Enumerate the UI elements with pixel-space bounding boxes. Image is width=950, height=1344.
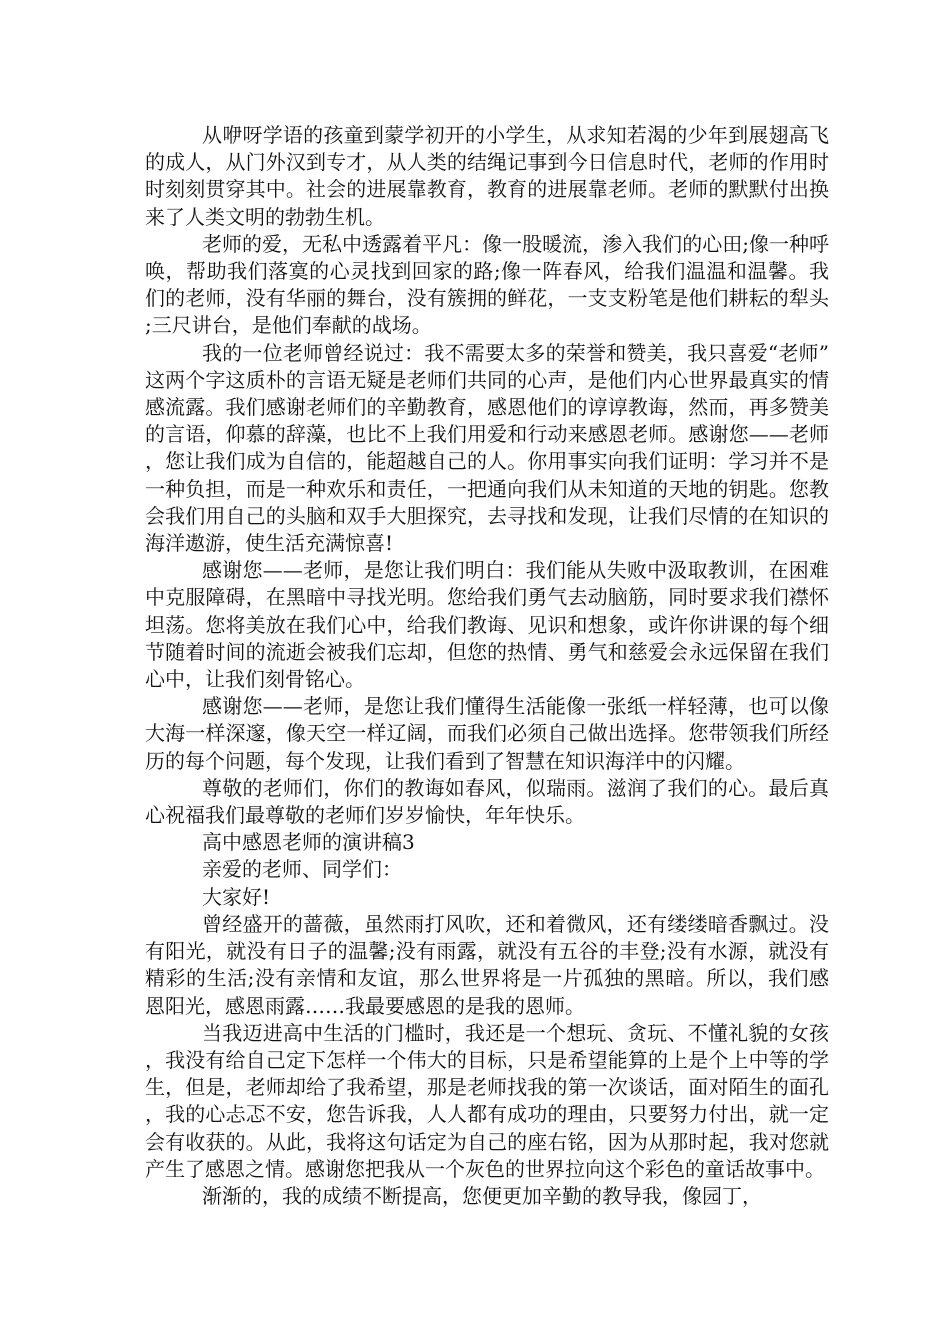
paragraph-9: 渐渐的，我的成绩不断提高，您便更加辛勤的教导我，像园丁， (202, 1183, 762, 1208)
section-title: 高中感恩老师的演讲稿3 (202, 830, 415, 855)
paragraph-7: 曾经盛开的蔷薇，虽然雨打风吹，还和着微风，还有缕缕暗香飘过。没有阳光，就没有日子的温馨;没有雨露，就没有五谷的丰登;没有水源，就没有精彩的生活;没有亲情和友谊，那么世界将是一片孤独的黑暗。所以，我们感恩阳光，感恩雨露……我最要感恩的是我的恩师。 (145, 911, 829, 1018)
greeting: 大家好! (202, 884, 271, 909)
paragraph-3: 我的一位老师曾经说过：我不需要太多的荣誉和赞美，我只喜爱“老师”这两个字这质朴的言语无疑是老师们共同的心声，是他们内心世界最真实的情感流露。我们感谢老师们的辛勤教育，感恩他们的谆谆教诲，然而，再多赞美的言语，仰慕的辞藻，也比不上我们用爱和行动来感恩老师。感谢您——老师，您让我们成为自信的，能超越自己的人。你用事实向我们证明：学习并不是一种负担，而是一种欢乐和责任，一把通向我们从未知道的天地的钥匙。您教会我们用自己的头脑和双手大胆探究，去寻找和发现，让我们尽情的在知识的海洋遨游，使生活充满惊喜! (145, 340, 829, 556)
paragraph-8: 当我迈进高中生活的门槛时，我还是一个想玩、贪玩、不懂礼貌的女孩，我没有给自己定下怎样一个伟大的目标，只是希望能算的上是个上中等的学生，但是，老师却给了我希望，那是老师找我的第一次谈话，面对陌生的面孔，我的心忐忑不安，您告诉我，人人都有成功的理由，只要努力付出，就一定会有收获的。从此，我将这句话定为自己的座右铭，因为从那时起，我对您就产生了感恩之情。感谢您把我从一个灰色的世界拉向这个彩色的童话故事中。 (145, 1020, 829, 1181)
paragraph-4: 感谢您——老师，是您让我们明白：我们能从失败中汲取教训，在困难中克服障碍，在黑暗中寻找光明。您给我们勇气去动脑筋，同时要求我们襟怀坦荡。您将美放在我们心中，给我们教诲、见识和想象，或许你讲课的每个细节随着时间的流逝会被我们忘却，但您的热情、勇气和慈爱会永远保留在我们心中，让我们刻骨铭心。 (145, 558, 829, 692)
paragraph-2: 老师的爱，无私中透露着平凡：像一股暖流，渗入我们的心田;像一种呼唤，帮助我们落寞的心灵找到回家的路;像一阵春风，给我们温温和温馨。我们的老师，没有华丽的舞台，没有簇拥的鲜花，一支支粉笔是他们耕耘的犁头;三尺讲台，是他们奉献的战场。 (145, 231, 829, 338)
document-page (145, 122, 829, 1210)
paragraph-5: 感谢您——老师，是您让我们懂得生活能像一张纸一样轻薄，也可以像大海一样深邃，像天空一样辽阔，而我们必须自己做出选择。您带领我们所经历的每个问题，每个发现，让我们看到了智慧在知识海洋中的闪耀。 (145, 694, 829, 773)
paragraph-6: 尊敬的老师们，你们的教诲如春风，似瑞雨。滋润了我们的心。最后真心祝福我们最尊敬的老师们岁岁愉快，年年快乐。 (145, 775, 829, 828)
paragraph-1: 从咿呀学语的孩童到蒙学初开的小学生，从求知若渴的少年到展翅高飞的成人，从门外汉到专才，从人类的结绳记事到今日信息时代，老师的作用时时刻刻贯穿其中。社会的进展靠教育，教育的进展靠老师。老师的默默付出换来了人类文明的勃勃生机。 (145, 123, 829, 229)
salutation: 亲爱的老师、同学们： (202, 857, 402, 882)
